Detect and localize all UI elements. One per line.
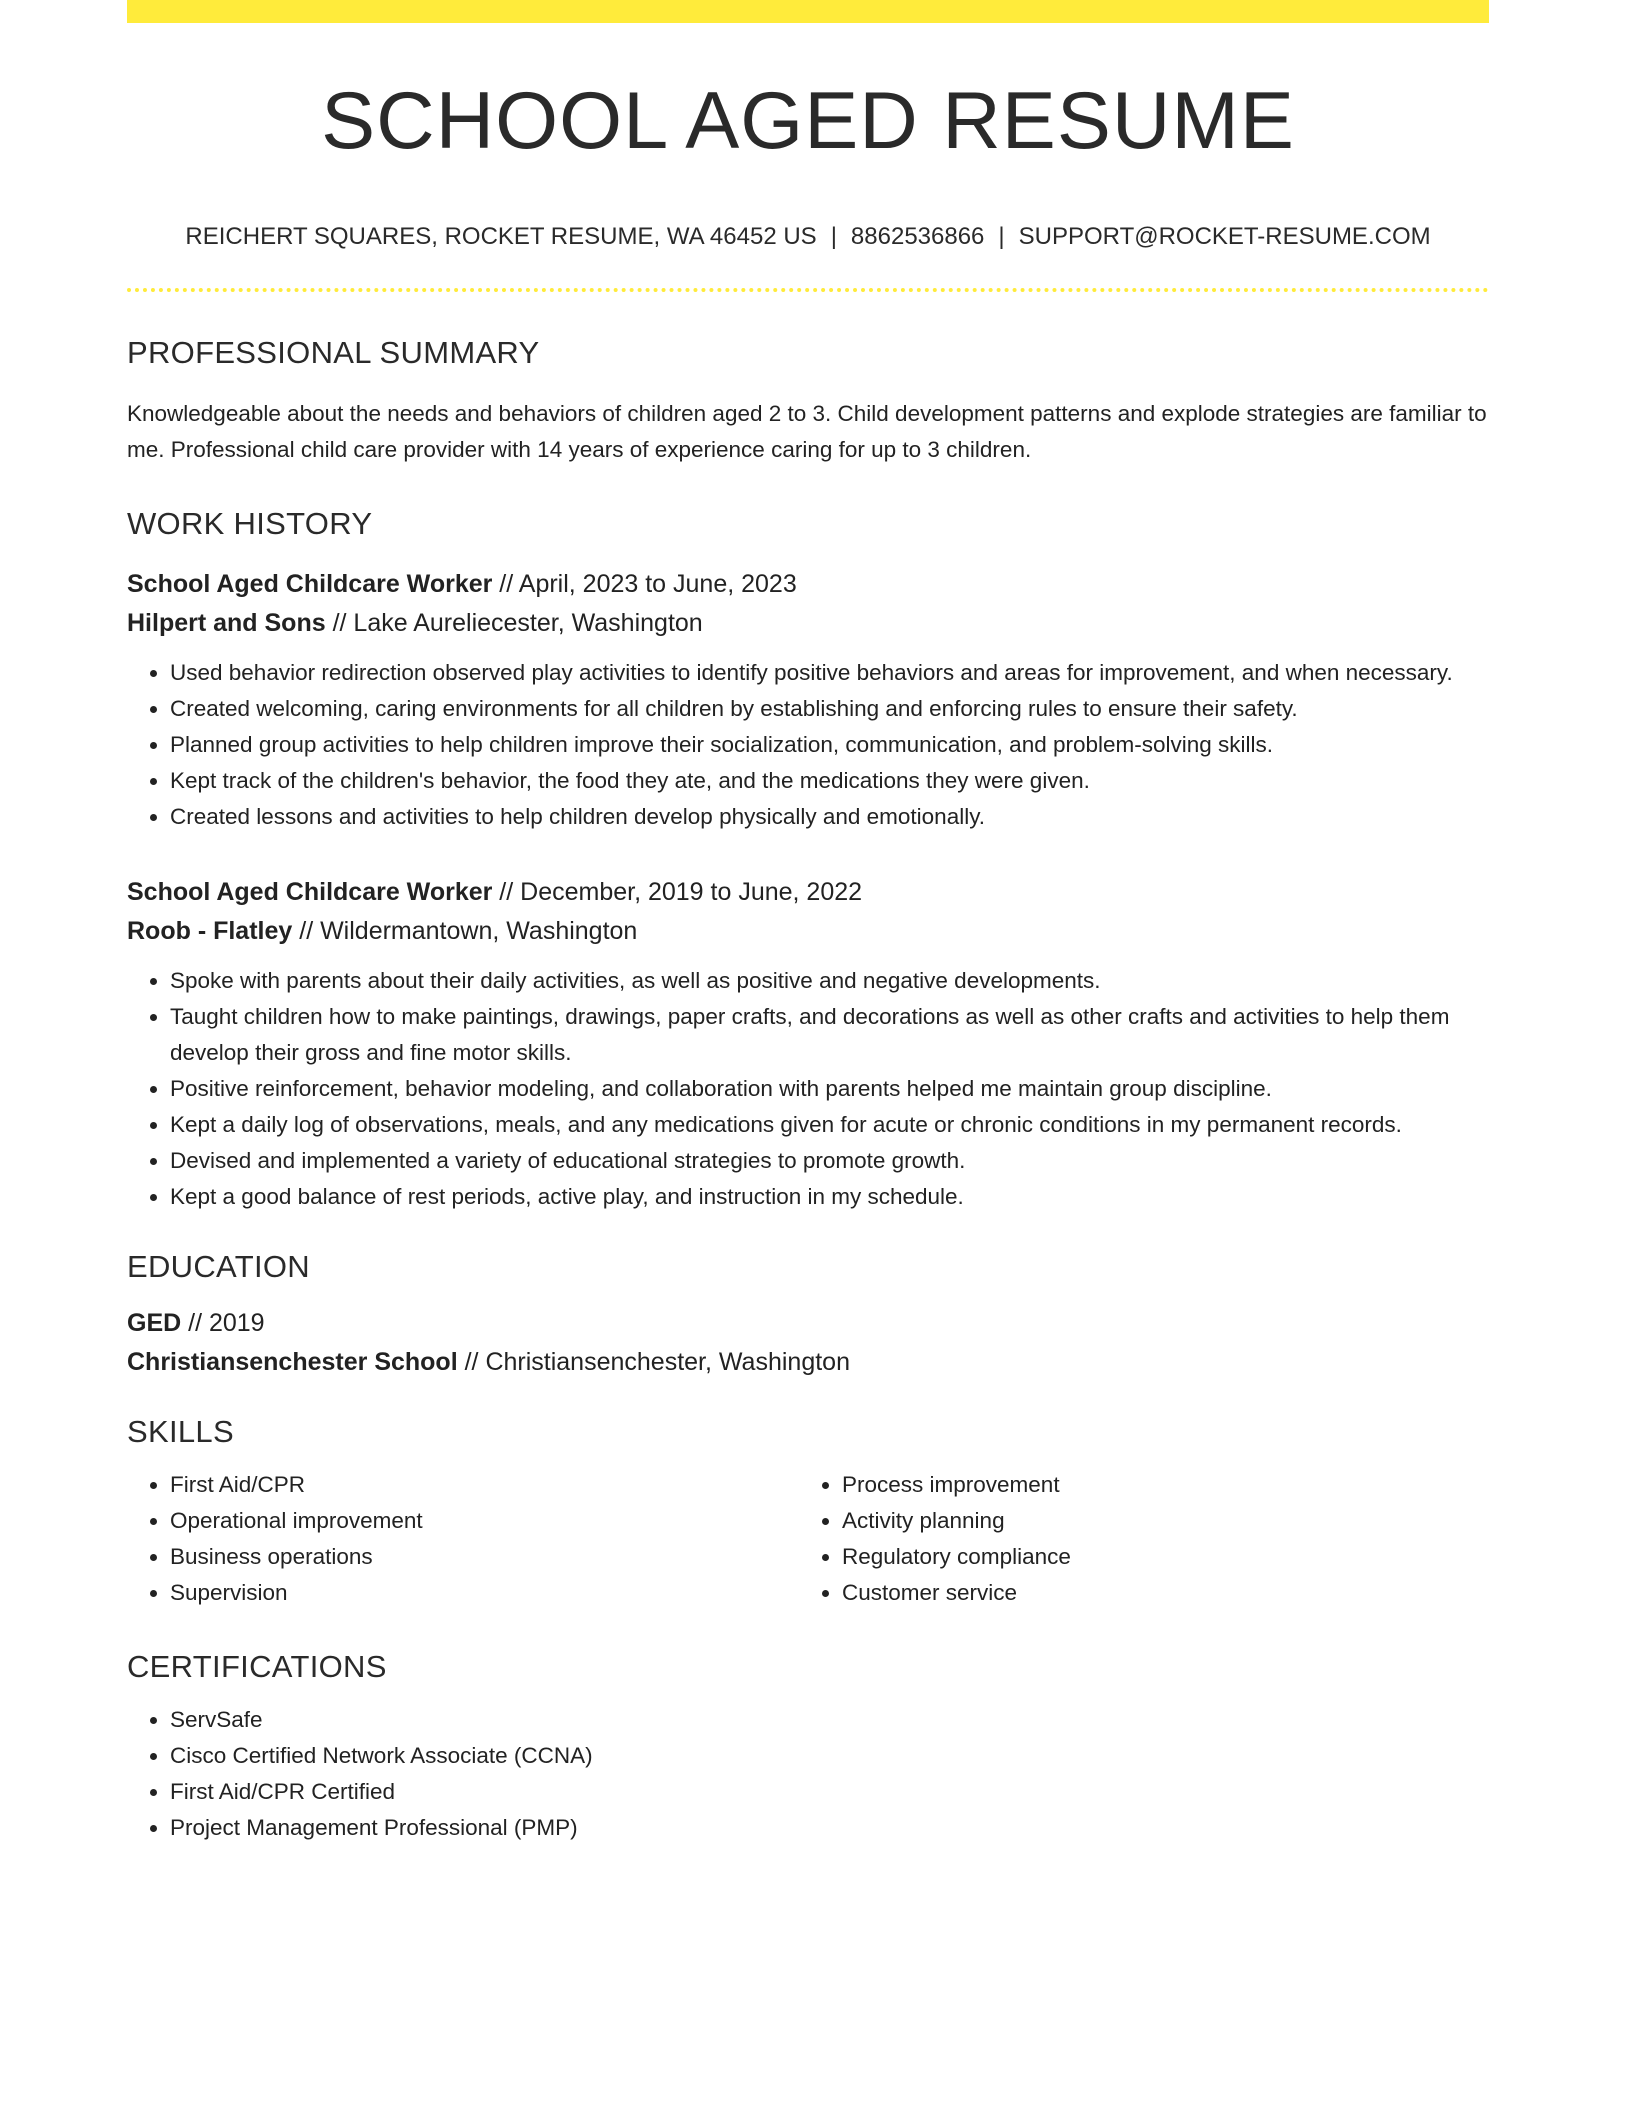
job-position: School Aged Childcare Worker <box>127 570 493 598</box>
dotted-divider <box>127 288 1489 292</box>
skill-item: • Regulatory compliance <box>842 1539 1471 1575</box>
accent-top-bar <box>127 0 1489 23</box>
contact-separator: | <box>830 223 837 250</box>
contact-separator: | <box>998 223 1005 250</box>
certification-item: • ServSafe <box>170 1702 1489 1738</box>
job-dates: // December, 2019 to June, 2022 <box>492 878 863 906</box>
job-dates: // April, 2023 to June, 2023 <box>492 570 797 598</box>
education-school-line <box>127 1343 1489 1382</box>
education-degree: GED <box>127 1309 182 1337</box>
skill-item: • First Aid/CPR <box>170 1467 799 1503</box>
job-bullet: • Kept a good balance of rest periods, active play, and instruction in my schedule. <box>170 1179 1489 1215</box>
education-school: Christiansenchester School <box>127 1348 458 1376</box>
certification-bullets <box>127 1702 1489 1846</box>
certifications-list <box>127 1702 1489 1846</box>
skills-column-right <box>799 1467 1471 1611</box>
job-bullets <box>127 963 1489 1215</box>
job-bullets <box>127 655 1489 835</box>
job-entry <box>127 873 1489 1215</box>
education-year: // 2019 <box>181 1309 265 1337</box>
job-employer-line <box>127 604 1489 643</box>
section-title-education: EDUCATION <box>127 1249 310 1284</box>
job-bullet: • Used behavior redirection observed play activities to identify positive behaviors and areas for improvement, and when necessary. <box>170 655 1489 691</box>
skill-item: • Activity planning <box>842 1503 1471 1539</box>
job-entry <box>127 565 1489 835</box>
job-position-line <box>127 873 1489 912</box>
education-entry <box>127 1304 1489 1382</box>
section-title-work-history: WORK HISTORY <box>127 506 373 541</box>
job-location: // Wildermantown, Washington <box>292 917 638 945</box>
certification-item: • First Aid/CPR Certified <box>170 1774 1489 1810</box>
education-location: // Christiansenchester, Washington <box>457 1348 850 1376</box>
skill-item: • Operational improvement <box>170 1503 799 1539</box>
job-bullet: • Kept a daily log of observations, meals, and any medications given for acute or chronic conditions in my permanent records. <box>170 1107 1489 1143</box>
contact-phone: 8862536866 <box>850 223 985 250</box>
job-employer: Roob - Flatley <box>127 917 293 945</box>
contact-email[interactable]: SUPPORT@ROCKET-RESUME.COM <box>1018 223 1431 250</box>
job-bullet: • Taught children how to make paintings, drawings, paper crafts, and decorations as well as other crafts and activities to help them develop their gross and fine motor skills. <box>170 999 1489 1071</box>
job-location: // Lake Aureliecester, Washington <box>325 609 703 637</box>
section-title-summary: PROFESSIONAL SUMMARY <box>127 335 540 370</box>
skill-item: • Business operations <box>170 1539 799 1575</box>
job-bullet: • Created welcoming, caring environments for all children by establishing and enforcing rules to ensure their safety. <box>170 691 1489 727</box>
resume-name: SCHOOL AGED RESUME <box>321 76 1295 166</box>
skills-column-left <box>127 1467 799 1611</box>
job-position-line <box>127 565 1489 604</box>
job-bullet: • Positive reinforcement, behavior modeling, and collaboration with parents helped me maintain group discipline. <box>170 1071 1489 1107</box>
certification-item: • Project Management Professional (PMP) <box>170 1810 1489 1846</box>
contact-line <box>127 225 1489 249</box>
skills-grid <box>127 1467 1489 1611</box>
job-position: School Aged Childcare Worker <box>127 878 493 906</box>
certification-item: • Cisco Certified Network Associate (CCNA) <box>170 1738 1489 1774</box>
summary-text: Knowledgeable about the needs and behaviors of children aged 2 to 3. Child development patterns and explode strategies are familiar to me. Professional child care provider with 14 years of experience caring for up to 3 children. <box>127 401 1487 462</box>
job-employer-line <box>127 912 1489 951</box>
section-title-skills: SKILLS <box>127 1414 234 1449</box>
job-employer: Hilpert and Sons <box>127 609 326 637</box>
resume-page <box>127 0 1489 1846</box>
job-bullet: • Planned group activities to help children improve their socialization, communication, and problem-solving skills. <box>170 727 1489 763</box>
section-title-certifications: CERTIFICATIONS <box>127 1649 387 1684</box>
education-degree-line <box>127 1304 1489 1343</box>
job-bullet: • Created lessons and activities to help children develop physically and emotionally. <box>170 799 1489 835</box>
contact-address: REICHERT SQUARES, ROCKET RESUME, WA 46452 US <box>185 223 817 250</box>
job-bullet: • Devised and implemented a variety of educational strategies to promote growth. <box>170 1143 1489 1179</box>
job-bullet: • Kept track of the children's behavior, the food they ate, and the medications they were given. <box>170 763 1489 799</box>
skill-item: • Process improvement <box>842 1467 1471 1503</box>
skill-item: • Supervision <box>170 1575 799 1611</box>
job-bullet: • Spoke with parents about their daily activities, as well as positive and negative developments. <box>170 963 1489 999</box>
skill-item: • Customer service <box>842 1575 1471 1611</box>
